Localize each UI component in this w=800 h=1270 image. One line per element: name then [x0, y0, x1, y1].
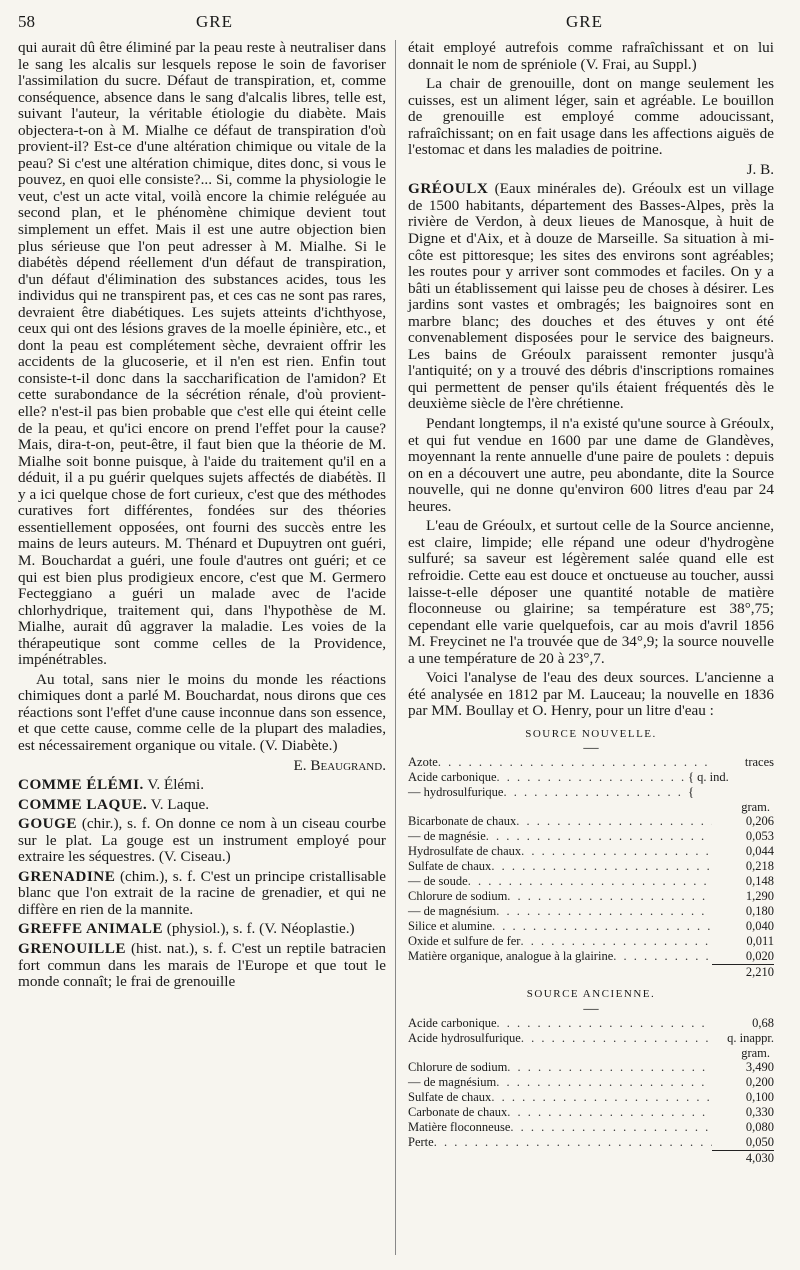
entry-text: (chim.), s. f. C'est un principe cristallisable blanc que l'on extrait de la racine de grenadier, et qui ne diffère en rien de la mannite. — [18, 867, 386, 918]
substance-value: 0,218 — [745, 859, 774, 874]
table-row — [408, 919, 774, 934]
dictionary-entry — [18, 797, 386, 814]
substance-name: Acide hydrosulfurique — [408, 1030, 521, 1045]
substance-value: q. inappr. — [727, 1030, 774, 1045]
table-row — [408, 1031, 774, 1046]
paragraph: qui aurait dû être éliminé par la peau reste à neutraliser dans le sang les alcalis sur lesquels repose le soin de favoriser l'assimilation du sucre. Défaut de transpiration, et, comme conséquence, absence dans le sang d'alcalis libres, telle est, suivant l'auteur, la véritable étiologie du diabète. Mais objectera-t-on à M. Mialhe ce défaut de transpiration d'où provient-il? Est-ce d'une altération chimique ou vitale de la peau? Si c'est une altération chimique, dites donc, si vous le pouvez, en quoi elle consiste?... Si, comme la physiologie le veut, c'est un acte vital, voilà encore la chimie reléguée au second plan, et le phénomène chimique devient tout simplement un effet. Mais il est une autre objection bien plus sérieuse que l'on peut adresser à M. Mialhe. Si le diabétès dépend réellement d'un défaut de transpiration, d'un défaut d'élimination des substances acides, tous les individus qui ne transpirent pas, et ces cas ne sont pas rares, devraient être diabétiques. Les sujets atteints d'ichthyose, ceux qui ont des lésions graves de la moelle épinière, etc., et dont la peau est complétement sèche, devraient offrir les accidents de la glucoserie, et il n'en est rien. Enfin tout consiste-t-il donc dans la saccharification de l'amidon? Et cette surabondance de la sécrétion rénale, d'où provient-elle? n'est-il pas bien probable que c'est elle qui éteint celle de la peau, et qu'ici encore on prend l'effet pour la cause? Mais, dira-t-on, peut-être, il faut bien que la théorie de M. Mialhe soit bonne puisque, à l'aide du traitement qu'il en a déduit, il a pu guérir quelques sujets affectés de diabétès. Il y a ici quelque chose de fort curieux, c'est que des méthodes curatives fort différentes, fondées sur des théories essentiellement opposées, ont fourni des succès entre les mains de leurs auteurs. M. Thénard et Dupuytren ont guéri, M. Bouchardat a guéri, une foule d'autres ont guéri; et ce qui est bien plus prodigieux encore, c'est que M. Germero Fecteggiano a guéri un malade avec de l'acide chlorhydrique, traitement qui, dans l'hypothèse de M. Mialhe, aurait dû aggraver la maladie. Les voies de la thérapeutique sont comme celles de la Providence, impénétrables. — [18, 39, 386, 669]
substance-value: 0,050 — [745, 1134, 774, 1149]
table-row — [408, 1060, 774, 1075]
separator: — — [583, 999, 599, 1017]
running-head-right: GRE — [566, 12, 603, 31]
entry-text: V. Élémi. — [143, 776, 205, 794]
table-title: SOURCE NOUVELLE. — [525, 727, 657, 740]
paragraph: Pendant longtemps, il n'a existé qu'une source à Gréoulx, et qui fut vendue en 1600 par une dame de Glandèves, moyennant la rente annuelle d'une paire de poulets : depuis on en a découvert une autre, peu abondante, dite la Source nouvelle, qui ne donne qu'environ 600 litres d'eau par 24 heures. — [408, 415, 774, 515]
substance-name: Oxide et sulfure de fer — [408, 934, 521, 949]
entry-headword: GRENOUILLE — [18, 939, 126, 957]
table-row — [408, 874, 774, 889]
substance-name: Carbonate de chaux — [408, 1104, 508, 1119]
table-row — [408, 1105, 774, 1120]
entry-text: (Eaux minérales de). Gréoulx est un village de 1500 habitants, département des Basses-Alpes, près la rivière de Verdon, à deux lieues de Manosque, à huit de Digne et d'Aix, et à douze de Marseille. Sa situation à mi-côte est pittoresque; les sites des environs sont agréables; les routes pour y arriver sont commodes et faciles. On y a bâti un établissement qui laisse peu de choses à désirer. Les jardins sont vastes et ombragés; les baignoires sont en marbre blanc; des douches et des étuves y ont été convenablement disposées pour le service des baigneurs. Les bains de Gréoulx paraissent remonter jusqu'à l'antiquité; on y a trouvé des débris d'inscriptions romaines qui permettent de penser qu'ils étaient fréquentés dès le deuxième siècle de l'ère chrétienne. — [408, 180, 774, 413]
entry-headword: COMME ÉLÉMI. — [18, 776, 144, 794]
substance-value: 0,200 — [745, 1074, 774, 1089]
substance-name: — de soude — [408, 874, 468, 889]
entry-headword: GOUGE — [18, 815, 78, 833]
table-row — [408, 814, 774, 829]
substance-name: — de magnésium — [408, 1074, 497, 1089]
analysis-table-ancienne — [408, 1016, 774, 1166]
signature: E. Beaugrand. — [293, 756, 386, 774]
table-total: 2,210 — [712, 964, 774, 980]
table-row — [408, 889, 774, 904]
dictionary-entry — [18, 921, 386, 938]
substance-name: Azote — [408, 755, 438, 770]
brace-value: q. ind. — [697, 770, 729, 785]
substance-name: Acide carbonique — [408, 1015, 497, 1030]
separator: — — [583, 739, 599, 757]
substance-name: Silice et alumine — [408, 919, 493, 934]
signature: J. B. — [746, 160, 774, 178]
page-number: 58 — [18, 12, 35, 31]
substance-value: 0,100 — [745, 1089, 774, 1104]
table-total: 4,030 — [712, 1150, 774, 1166]
paragraph: était employé autrefois comme rafraîchissant et on lui donnait le nom de spréniole (V. Frai, au Suppl.) — [408, 39, 774, 73]
paragraph: Au total, sans nier le moins du monde les réactions chimiques dont a parlé M. Bouchardat, nous dirons que ces réactions sont l'effet d'une cause inconnue dans son essence, et que cette cause, comme celle de la plupart des maladies, est nécessairement organique ou vitale. (V. Diabète.) — [18, 670, 386, 754]
dictionary-entry — [18, 941, 386, 991]
substance-value: 0,180 — [745, 904, 774, 919]
substance-value: traces — [744, 755, 774, 770]
table-row — [408, 1090, 774, 1105]
substance-value: 0,148 — [745, 874, 774, 889]
substance-value: 0,044 — [745, 844, 774, 859]
substance-name: Bicarbonate de chaux — [408, 814, 517, 829]
page-header — [0, 8, 800, 38]
dictionary-entry — [18, 816, 386, 866]
entry-headword: COMME LAQUE. — [18, 795, 148, 813]
table-row — [408, 844, 774, 859]
dictionary-entry — [18, 777, 386, 794]
table-row — [408, 904, 774, 919]
unit-label: gram. — [741, 800, 770, 815]
dictionary-entry-greoulx — [408, 181, 774, 413]
substance-value: 0,080 — [745, 1119, 774, 1134]
substance-name: Chlorure de sodium — [408, 1059, 508, 1074]
table-row — [408, 1120, 774, 1135]
substance-value: 0,040 — [745, 919, 774, 934]
paragraph: Voici l'analyse de l'eau des deux sources. L'ancienne a été analysée en 1812 par M. Lauceau; la nouvelle en 1836 par MM. Boullay et O. Henry, pour un litre d'eau : — [408, 669, 774, 720]
table-row — [408, 859, 774, 874]
substance-name: Perte — [408, 1134, 434, 1149]
entry-text: (hist. nat.), s. f. C'est un reptile batracien fort commun dans les marais de l'Europe et que tout le monde connaît; le frai de grenouille — [18, 939, 386, 991]
substance-value: 0,330 — [745, 1104, 774, 1119]
entry-headword: GRENADINE — [18, 867, 116, 885]
paragraph: L'eau de Gréoulx, et surtout celle de la Source ancienne, est claire, limpide; elle répand une odeur d'hydrogène sulfuré; sa saveur est légèrement salée quand elle est refroidie. Cette eau est douce et onctueuse au toucher, aussi laisse-t-elle déposer une quantité notable de matière floconneuse ou glairine; sa température est 38°,75; cependant elle varie quelquefois, car au mois d'avril 1856 M. Freycinet ne l'a trouvée que de 34°,9; la source nouvelle a une température de 20 à 23°,7. — [408, 517, 774, 667]
substance-name: Sulfate de chaux — [408, 859, 492, 874]
unit-label: gram. — [741, 1045, 770, 1060]
table-row — [408, 1016, 774, 1031]
running-head-left: GRE — [196, 12, 233, 31]
table-row — [408, 770, 774, 785]
entry-headword: GRÉOULX — [408, 180, 489, 198]
table-row — [408, 755, 774, 770]
substance-name: — de magnésie — [408, 829, 486, 844]
substance-name: Matière floconneuse — [408, 1119, 511, 1134]
substance-name: Chlorure de sodium — [408, 889, 508, 904]
table-row — [408, 1075, 774, 1090]
substance-name: — de magnésium — [408, 904, 497, 919]
substance-value: 1,290 — [745, 889, 774, 904]
analysis-table-nouvelle — [408, 755, 774, 980]
substance-value: 0,68 — [752, 1015, 774, 1030]
entry-text: (physiol.), s. f. (V. Néoplastie.) — [162, 920, 355, 938]
dictionary-entry — [18, 869, 386, 919]
table-row — [408, 829, 774, 844]
substance-name: Acide carbonique — [408, 770, 497, 785]
table-title: SOURCE ANCIENNE. — [526, 988, 656, 1001]
substance-value: 0,206 — [745, 814, 774, 829]
table-row: — hydrosulfurique . . . { — [408, 785, 774, 800]
entry-headword: GREFFE ANIMALE — [18, 920, 163, 938]
substance-name: Matière organique, analogue à la glairine — [408, 949, 614, 964]
left-column — [18, 40, 386, 994]
table-row — [408, 934, 774, 949]
substance-name: Hydrosulfate de chaux — [408, 844, 522, 859]
paragraph: La chair de grenouille, dont on mange seulement les cuisses, est un aliment léger, sain et agréable. Le bouillon de grenouille est employé comme adoucissant, rafraîchissant; on en fait usage dans les affections aiguës de l'estomac et dans les maladies de poitrine. — [408, 75, 774, 159]
substance-name: Sulfate de chaux — [408, 1089, 492, 1104]
substance-value: 0,020 — [745, 949, 774, 964]
substance-value: { q. ind. — [688, 770, 729, 785]
table-row — [408, 949, 774, 964]
substance-name: — hydrosulfurique — [408, 785, 504, 800]
substance-value: 0,053 — [745, 829, 774, 844]
table-row — [408, 1135, 774, 1150]
column-divider — [395, 40, 396, 1255]
substance-value: 0,011 — [746, 934, 774, 949]
entry-text: (chir.), s. f. On donne ce nom à un ciseau courbe sur le plat. La gouge est un instrument employé pour extraire les séquestres. (V. Ciseau.) — [18, 815, 386, 866]
right-column — [408, 40, 774, 1166]
entry-text: V. Laque. — [147, 795, 210, 813]
substance-value: 3,490 — [745, 1059, 774, 1074]
